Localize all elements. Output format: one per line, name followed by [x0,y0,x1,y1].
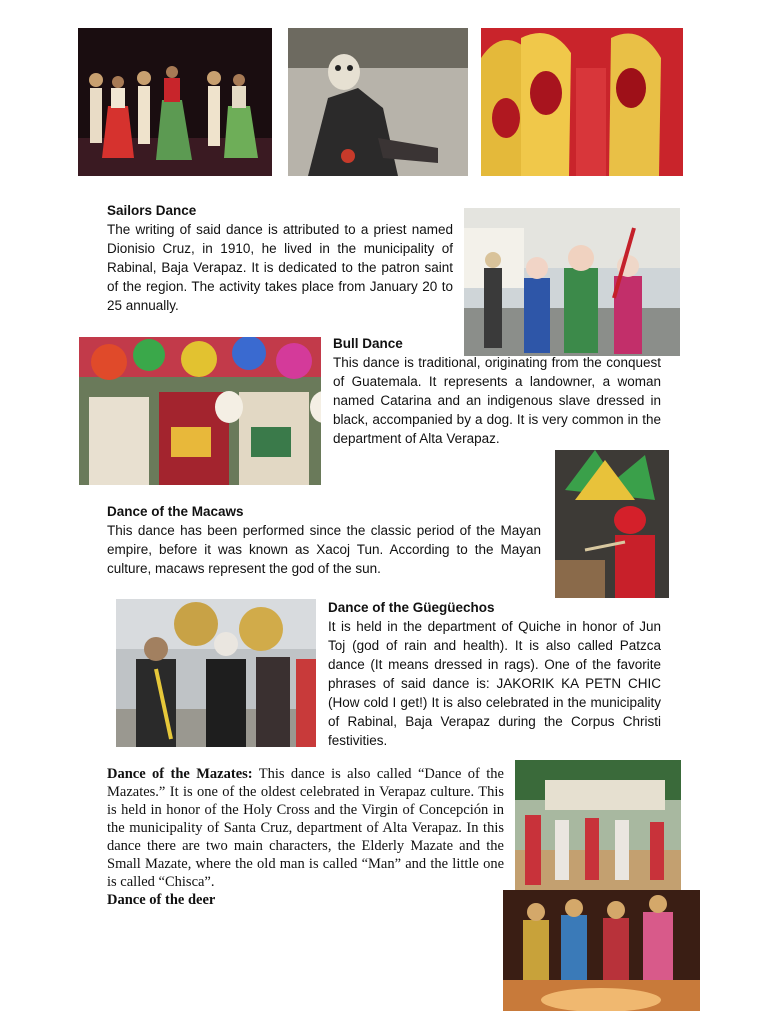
section-body: It is held in the department of Quiche in honor of Jun Toj (god of rain and health). It is also called Patzca dance (It means dressed in rags). One of the favorite phrases of said dance is: JAKORIK KA PETN CHIC (How cold I get!) It is also celebrated in the municipality of Rabinal, Baja Verapaz during the Corpus Christi festivities. [328,619,661,748]
section-title: Bull Dance [333,336,403,351]
section-body: The writing of said dance is attributed to a priest named Dionisio Cruz, in 1910, he lived in the municipality of Rabinal, Baja Verapaz. It is dedicated to the patron saint of the region. The activity takes place from January 20 to 25 annually. [107,222,453,313]
section-bull-dance [333,334,661,448]
section-body: This dance is traditional, originating from the conquest of Guatemala. It represents a landowner, a woman named Catarina and an indigenous slave dressed in black, accompanied by a dog. It is very common in the department of Alta Verapaz. [333,355,661,446]
photo-mazates-plaza [515,760,681,891]
section-sailors-dance [107,201,453,315]
section-body: This dance is also called “Dance of the Mazates.” It is one of the oldest celebrated in Verapaz culture. This is held in honor of the Holy Cross and the Virgin of Concepción in the municipality of Santa Cruz, department of Alta Verapaz. In this dance there are two main characters, the Elderly Mazate and the Small Mazate, where the old man is called “Man” and the little one is called “Chisca”. [107,766,504,890]
section-dance-of-the-macaws [107,502,541,578]
photo-macaw-dancer [555,450,669,598]
section-dance-of-the-guegueechos [328,598,661,750]
section-body: This dance has been performed since the classic period of the Mayan empire, before it was known as Xacoj Tun. According to the Mayan culture, macaws represent the god of the sun. [107,523,541,576]
photo-stage-folk-dancers [78,28,272,176]
section-title: Dance of the Macaws [107,504,244,519]
section-dance-of-the-mazates [107,765,504,909]
photo-bull-dancers [79,337,321,485]
photo-yellow-hair-masks [481,28,683,176]
photo-masked-dancer-street [288,28,468,176]
section-title-deer: Dance of the deer [107,892,216,908]
photo-guegueechos-dancers [116,599,316,747]
section-title: Dance of the Mazates: [107,766,253,782]
section-title: Dance of the Güegüechos [328,600,495,615]
photo-deer-dance [503,890,700,1011]
section-title: Sailors Dance [107,203,197,218]
